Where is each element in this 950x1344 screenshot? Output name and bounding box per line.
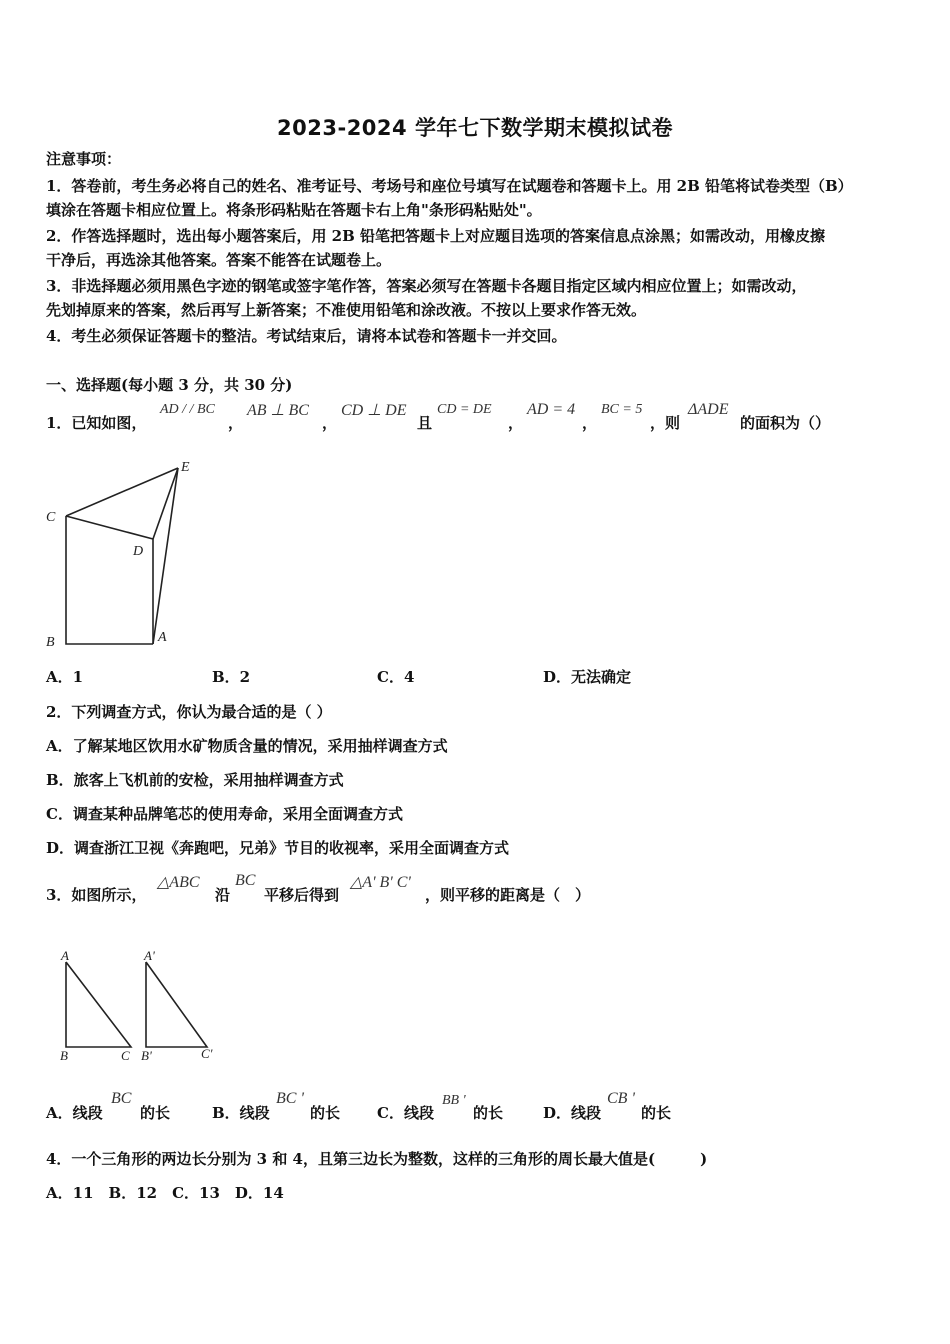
- q1-math-cd-eq-de: CD = DE: [437, 402, 492, 417]
- q3-option-a-math: BC: [111, 1090, 132, 1107]
- q1-suffix: 的面积为（）: [740, 414, 831, 432]
- q1-label-b: B: [46, 635, 55, 650]
- q3-option-b-pre: B．线段: [212, 1104, 270, 1122]
- notice-line: 填涂在答题卡相应位置上。将条形码粘贴在答题卡右上角"条形码粘贴处"。: [46, 201, 542, 219]
- q3-figure: [55, 943, 230, 1072]
- q1-and: 且: [417, 414, 433, 432]
- q1-label-e: E: [181, 460, 190, 475]
- q3-label-b-prime: B': [141, 1048, 152, 1063]
- q3-option-c-math: BB ': [442, 1093, 466, 1108]
- q1-figure-line: [153, 468, 178, 644]
- q2-stem: 2．下列调查方式，你认为最合适的是（ ）: [46, 703, 332, 721]
- q1-sep: ，: [228, 414, 244, 432]
- q1-option-b: B．2: [212, 668, 251, 686]
- notice-line: 先划掉原来的答案，然后再写上新答案；不准使用铅笔和涂改液。不按以上要求作答无效。: [46, 301, 647, 319]
- q2-option-a: A．了解某地区饮用水矿物质含量的情况，采用抽样调查方式: [46, 737, 448, 755]
- q3-option-c-post: 的长: [473, 1104, 504, 1122]
- q1-math-ab-perp-bc: AB ⊥ BC: [247, 402, 309, 419]
- q3-suffix: ，则平移的距离是（ ）: [425, 886, 591, 904]
- q3-math-abc-prime: △A' B' C': [350, 874, 411, 891]
- q3-label-a-prime: A': [144, 948, 155, 963]
- q3-figure-triangle-abc-prime: [146, 962, 207, 1047]
- q4-stem: 4．一个三角形的两边长分别为 3 和 4，且第三边长为整数，这样的三角形的周长最大值是( ): [46, 1150, 708, 1168]
- q1-math-bc-eq-5: BC = 5: [601, 402, 643, 417]
- q1-prefix: 1．已知如图，: [46, 414, 147, 432]
- q3-mid: 平移后得到: [264, 886, 340, 904]
- q1-math-triangle-ade: ΔADE: [688, 401, 729, 418]
- q3-prefix: 3．如图所示，: [46, 886, 147, 904]
- q3-math-bc: BC: [235, 872, 256, 889]
- q1-figure-line: [66, 516, 153, 539]
- q1-label-c: C: [46, 510, 56, 525]
- q1-math-ad-eq-4: AD = 4: [527, 401, 576, 418]
- q3-option-c-pre: C．线段: [377, 1104, 434, 1122]
- q3-figure-triangle-abc: [66, 962, 131, 1047]
- q3-math-abc: △ABC: [157, 874, 200, 891]
- q1-sep: ，: [582, 414, 598, 432]
- notice-line: 干净后，再选涂其他答案。答案不能答在试题卷上。: [46, 251, 392, 269]
- q1-figure: [40, 455, 210, 659]
- page-title: 2023-2024 学年七下数学期末模拟试卷: [277, 116, 673, 140]
- q1-figure-line: [153, 468, 178, 539]
- q1-sep: ，: [508, 414, 524, 432]
- q1-then: ，则: [650, 414, 681, 432]
- notice-heading: 注意事项：: [46, 150, 122, 168]
- q2-option-c: C．调查某种品牌笔芯的使用寿命，采用全面调查方式: [46, 805, 403, 823]
- q2-option-b: B．旅客上飞机前的安检，采用抽样调查方式: [46, 771, 344, 789]
- q3-option-d-pre: D．线段: [543, 1104, 602, 1122]
- q1-option-c: C．4: [377, 668, 415, 686]
- q3-label-c: C: [121, 1048, 130, 1063]
- q1-label-a: A: [158, 630, 167, 645]
- section-heading: 一、选择题(每小题 3 分，共 30 分): [46, 376, 293, 394]
- notice-line: 3．非选择题必须用黑色字迹的钢笔或签字笔作答，答案必须写在答题卡各题目指定区域内相应位置上；如需改动，: [46, 277, 807, 295]
- q3-label-b: B: [60, 1048, 68, 1063]
- q3-option-a-post: 的长: [140, 1104, 171, 1122]
- q1-option-a: A．1: [46, 668, 84, 686]
- q3-option-d-post: 的长: [641, 1104, 672, 1122]
- q1-option-d: D．无法确定: [543, 668, 632, 686]
- q3-label-a: A: [61, 948, 69, 963]
- q3-along: 沿: [215, 886, 231, 904]
- q3-option-d-math: CB ': [607, 1090, 635, 1107]
- q3-option-a-pre: A．线段: [46, 1104, 103, 1122]
- q4-options: A．11 B．12 C．13 D．14: [46, 1184, 284, 1202]
- q1-math-cd-perp-de: CD ⊥ DE: [341, 402, 407, 419]
- q3-option-b-post: 的长: [310, 1104, 341, 1122]
- notice-line: 4．考生必须保证答题卡的整洁。考试结束后，请将本试卷和答题卡一并交回。: [46, 327, 567, 345]
- q1-sep: ，: [322, 414, 338, 432]
- q1-math-ad-parallel-bc: AD / / BC: [160, 402, 215, 417]
- q3-option-b-math: BC ': [276, 1090, 304, 1107]
- q1-label-d: D: [133, 544, 144, 559]
- q3-label-c-prime: C': [201, 1046, 213, 1061]
- q1-figure-line: [66, 468, 178, 516]
- notice-line: 2．作答选择题时，选出每小题答案后，用 2B 铅笔把答题卡上对应题目选项的答案信息点涂黑；如需改动，用橡皮擦: [46, 227, 826, 245]
- q2-option-d: D．调查浙江卫视《奔跑吧，兄弟》节目的收视率，采用全面调查方式: [46, 839, 510, 857]
- notice-line: 1．答卷前，考生务必将自己的姓名、准考证号、考场号和座位号填写在试题卷和答题卡上。用 2B 铅笔将试卷类型（B）: [46, 177, 853, 195]
